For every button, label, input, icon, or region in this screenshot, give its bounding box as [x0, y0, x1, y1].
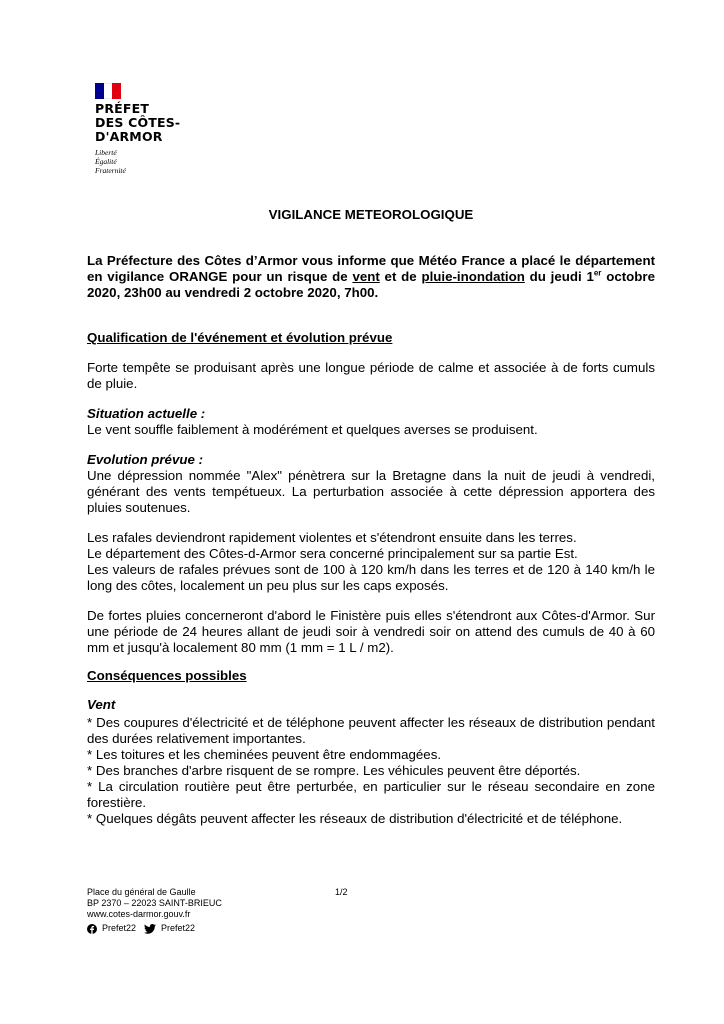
prefecture-logo	[95, 83, 215, 175]
consequences-list	[87, 715, 655, 827]
logo-motto: Liberté Égalité Fraternité	[95, 148, 126, 175]
qualification-text: Forte tempête se produisant après une longue période de calme et associée à de forts cumuls de pluie.	[87, 360, 655, 391]
list-item: * La circulation routière peut être perturbée, en particulier sur le réseau secondaire en zone forestière.	[87, 779, 655, 810]
qualification-heading: Qualification de l'événement et évolution prévue	[87, 330, 393, 345]
footer-website[interactable]: www.cotes-darmor.gouv.fr	[87, 909, 191, 919]
pluies-paragraph: De fortes pluies concerneront d'abord le Finistère puis elles s'étendront aux Côtes-d'Armor. Sur une période de 24 heures allant de jeudi soir à vendredi soir on attend des cumuls de 40 à 60 mm et jusqu'à localement 80 mm (1 mm = 1 L / m2).	[87, 608, 655, 655]
rafales-line-3: Les valeurs de rafales prévues sont de 100 à 120 km/h dans les terres et de 120 à 140 km/h le long des côtes, localement un peu plus sur les caps exposés.	[87, 562, 655, 593]
situation-heading: Situation actuelle :	[87, 406, 206, 421]
list-item: * Des coupures d'électricité et de téléphone peuvent affecter les réseaux de distribution pendant des durées relativement importantes.	[87, 715, 655, 746]
twitter-icon[interactable]	[144, 924, 156, 934]
footer-address-2: BP 2370 – 22023 SAINT-BRIEUC	[87, 898, 222, 908]
footer-address-1: Place du général de Gaulle	[87, 887, 196, 897]
facebook-icon[interactable]	[87, 924, 97, 934]
vent-heading: Vent	[87, 697, 116, 712]
facebook-handle[interactable]: Prefet22	[102, 923, 137, 933]
list-item: * Quelques dégâts peuvent affecter les réseaux de distribution d'électricité et de téléphone.	[87, 811, 623, 826]
rafales-line-2: Le département des Côtes-d-Armor sera concerné principalement sur sa partie Est.	[87, 546, 578, 561]
rafales-line-1: Les rafales deviendront rapidement violentes et s'étendront ensuite dans les terres.	[87, 530, 577, 545]
intro-vent: vent	[352, 269, 380, 284]
list-item: * Des branches d'arbre risquent de se rompre. Les véhicules peuvent être déportés.	[87, 763, 581, 778]
intro-paragraph: La Préfecture des Côtes d’Armor vous informe que Météo France a placé le département en vigilance ORANGE pour un risque de vent et de pluie-inondation du jeudi 1er octobre 2020, 23h00 au vendredi 2 octobre 2020, 7h00.	[87, 253, 655, 300]
social-links	[87, 923, 222, 934]
document-title: VIGILANCE METEOROLOGIQUE	[268, 207, 474, 222]
evolution-text: Une dépression nommée "Alex" pénètrera sur la Bretagne dans la nuit de jeudi à vendredi, générant des vents tempétueux. La perturbation associée à cette dépression apportera des pluies soutenues.	[87, 468, 655, 515]
twitter-handle[interactable]: Prefet22	[161, 923, 196, 933]
situation-text: Le vent souffle faiblement à modérément et quelques averses se produisent.	[87, 422, 538, 437]
consequences-heading: Conséquences possibles	[87, 668, 247, 683]
french-flag-icon	[95, 83, 121, 99]
rafales-paragraph	[87, 530, 655, 594]
intro-pluie: pluie-inondation	[421, 269, 525, 284]
page-number: 1/2	[335, 887, 348, 897]
page-footer	[87, 887, 348, 934]
list-item: * Les toitures et les cheminées peuvent être endommagées.	[87, 747, 442, 762]
evolution-heading: Evolution prévue :	[87, 452, 203, 467]
logo-title: PRÉFET DES CÔTES- D'ARMOR	[95, 101, 181, 144]
